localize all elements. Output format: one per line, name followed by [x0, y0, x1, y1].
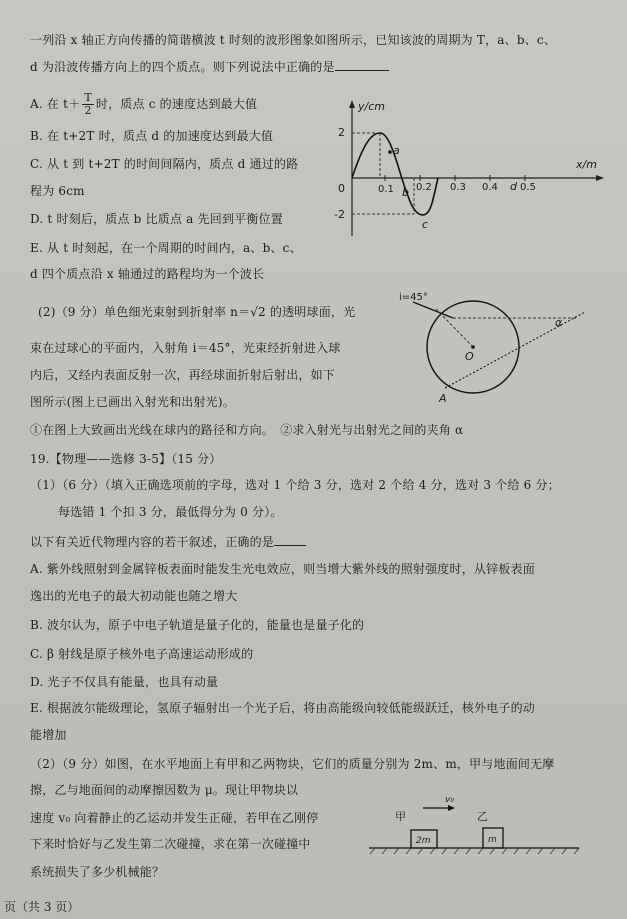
q19-option-a-line-1: A. 紫外线照射到金属锌板表面时能发生光电效应，则当增大紫外线的照射强度时，从锌板表面: [30, 562, 535, 576]
q19-part2-line-4: 下来时恰好与乙发生第二次碰撞，求在第一次碰撞中: [30, 837, 311, 851]
wave-option-d: D. t 时刻后，质点 b 比质点 a 先回到平衡位置: [30, 212, 283, 226]
q19-part2-line-3: 速度 v₀ 向着静止的乙运动并发生正碰，若甲在乙刚停: [30, 811, 319, 825]
q19-title: 19.【物理——选修 3-5】（15 分）: [30, 452, 222, 466]
wave-stem-line-2: [30, 58, 389, 75]
option-a-suffix: 时，质点 c 的速度达到最大值: [95, 97, 258, 111]
wave-option-c-line-2: 程为 6cm: [30, 184, 85, 198]
origin-label: 0: [338, 182, 345, 195]
particle-b-label: b: [402, 186, 409, 199]
sphere-line-1: (2)（9 分）单色细光束射到折射率 n＝√2 的透明球面，光: [38, 305, 356, 319]
sphere-line-4: 图所示(图上已画出入射光和出射光)。: [30, 395, 235, 409]
ground-hatching: [370, 848, 579, 854]
velocity-label: v₀: [445, 795, 454, 805]
sphere-line-5: ①在图上大致画出光线在球内的路径和方向。 ②求入射光与出射光之间的夹角 α: [30, 423, 464, 437]
center-label: O: [465, 350, 474, 363]
blocks-figure: [365, 790, 585, 860]
wave-option-e-line-1: E. 从 t 时刻起，在一个周期的时间内，a、b、c、: [30, 241, 302, 255]
wave-option-b: B. 在 t+2T 时，质点 d 的加速度达到最大值: [30, 129, 274, 143]
q19-option-e-line-2: 能增加: [30, 728, 67, 742]
particle-d-label: d: [510, 180, 517, 193]
q19-part2-line-2: 擦，乙与地面间的动摩擦因数为 μ。现让甲物块以: [30, 783, 299, 797]
wave-option-c-line-1: C. 从 t 到 t+2T 的时间间隔内，质点 d 通过的路: [30, 157, 299, 171]
block-jia-mass: 2m: [416, 836, 431, 846]
q19-part2-line-1: （2）（9 分）如图，在水平地面上有甲和乙两物块，它们的质量分别为 2m、m，甲与地面间无摩: [30, 757, 555, 771]
fraction: [82, 92, 94, 117]
block-yi-mass: m: [488, 835, 497, 845]
particle-c-label: c: [422, 218, 429, 231]
option-a-prefix: A. 在 t＋: [30, 97, 81, 111]
fraction-denominator: 2: [84, 104, 92, 117]
x-tick-0.2: 0.2: [416, 182, 432, 193]
x-axis-label: x/m: [576, 158, 597, 171]
q19-option-b: B. 波尔认为，原子中电子轨道是量子化的，能量也是量子化的: [30, 618, 365, 632]
sphere-line-3: 内后，又经内表面反射一次，再经球面折射后射出，如下: [30, 368, 336, 382]
y-axis-arrow-icon: [349, 100, 355, 108]
x-tick-0.3: 0.3: [450, 182, 466, 193]
particle-a-dot: [388, 150, 392, 154]
incident-ray: [413, 302, 453, 318]
answer-blank: [335, 58, 389, 71]
normal-line: [435, 308, 473, 347]
x-tick-0.1: 0.1: [378, 184, 394, 195]
y-tick-2: 2: [338, 126, 345, 139]
page-footer: 页（共 3 页）: [4, 900, 80, 914]
wave-stem-line-1: 一列沿 x 轴正方向传播的简谐横波 t 时刻的波形图象如图所示，已知该波的周期为 T，a、b、c、: [30, 33, 557, 47]
answer-blank: [274, 533, 306, 546]
wave-stem-text: d 为沿波传播方向上的四个质点。则下列说法中正确的是: [30, 60, 335, 74]
particle-a-label: a: [393, 144, 400, 157]
y-axis-label: y/cm: [358, 100, 385, 113]
q19-part1-line-3: [30, 533, 306, 550]
point-a-label: A: [439, 392, 447, 405]
x-tick-0.5: 0.5: [520, 182, 536, 193]
q19-part1-line-1: （1）（6 分）（填入正确选项前的字母，选对 1 个给 3 分，选对 2 个给 4 分，选对 3 个给 6 分；: [30, 478, 560, 492]
sphere-figure: [395, 290, 595, 405]
sphere-line-2: 束在过球心的平面内，入射角 i＝45°，光束经折射进入球: [30, 341, 341, 355]
q19-option-c: C. β 射线是原子核外电子高速运动形成的: [30, 647, 254, 661]
incidence-angle-label: i=45°: [399, 292, 428, 303]
block-yi-label: 乙: [477, 810, 488, 823]
q19-part1-line-2: 每选错 1 个扣 3 分，最低得分为 0 分）。: [58, 505, 283, 519]
q19-part2-line-5: 系统损失了多少机械能？: [30, 865, 165, 879]
x-tick-0.4: 0.4: [482, 182, 498, 193]
q19-option-e-line-1: E. 根据波尔能级理论，氢原子辐射出一个光子后，将由高能级向较低能级跃迁，核外电子的动: [30, 701, 535, 715]
wave-option-e-line-2: d 四个质点沿 x 轴通过的路程均为一个波长: [30, 267, 265, 281]
fraction-numerator: T: [84, 91, 92, 104]
q19-prompt-text: 以下有关近代物理内容的若干叙述，正确的是: [30, 535, 275, 549]
y-tick-neg2: -2: [334, 208, 345, 221]
alpha-label: α: [555, 316, 563, 329]
block-jia-label: 甲: [395, 810, 406, 823]
wave-graph: [330, 96, 610, 246]
wave-option-a: [30, 92, 257, 117]
velocity-arrow-head-icon: [448, 805, 455, 811]
x-axis-arrow-icon: [596, 175, 604, 181]
q19-option-d: D. 光子不仅具有能量，也具有动量: [30, 675, 219, 689]
q19-option-a-line-2: 逸出的光电子的最大初动能也随之增大: [30, 589, 238, 603]
